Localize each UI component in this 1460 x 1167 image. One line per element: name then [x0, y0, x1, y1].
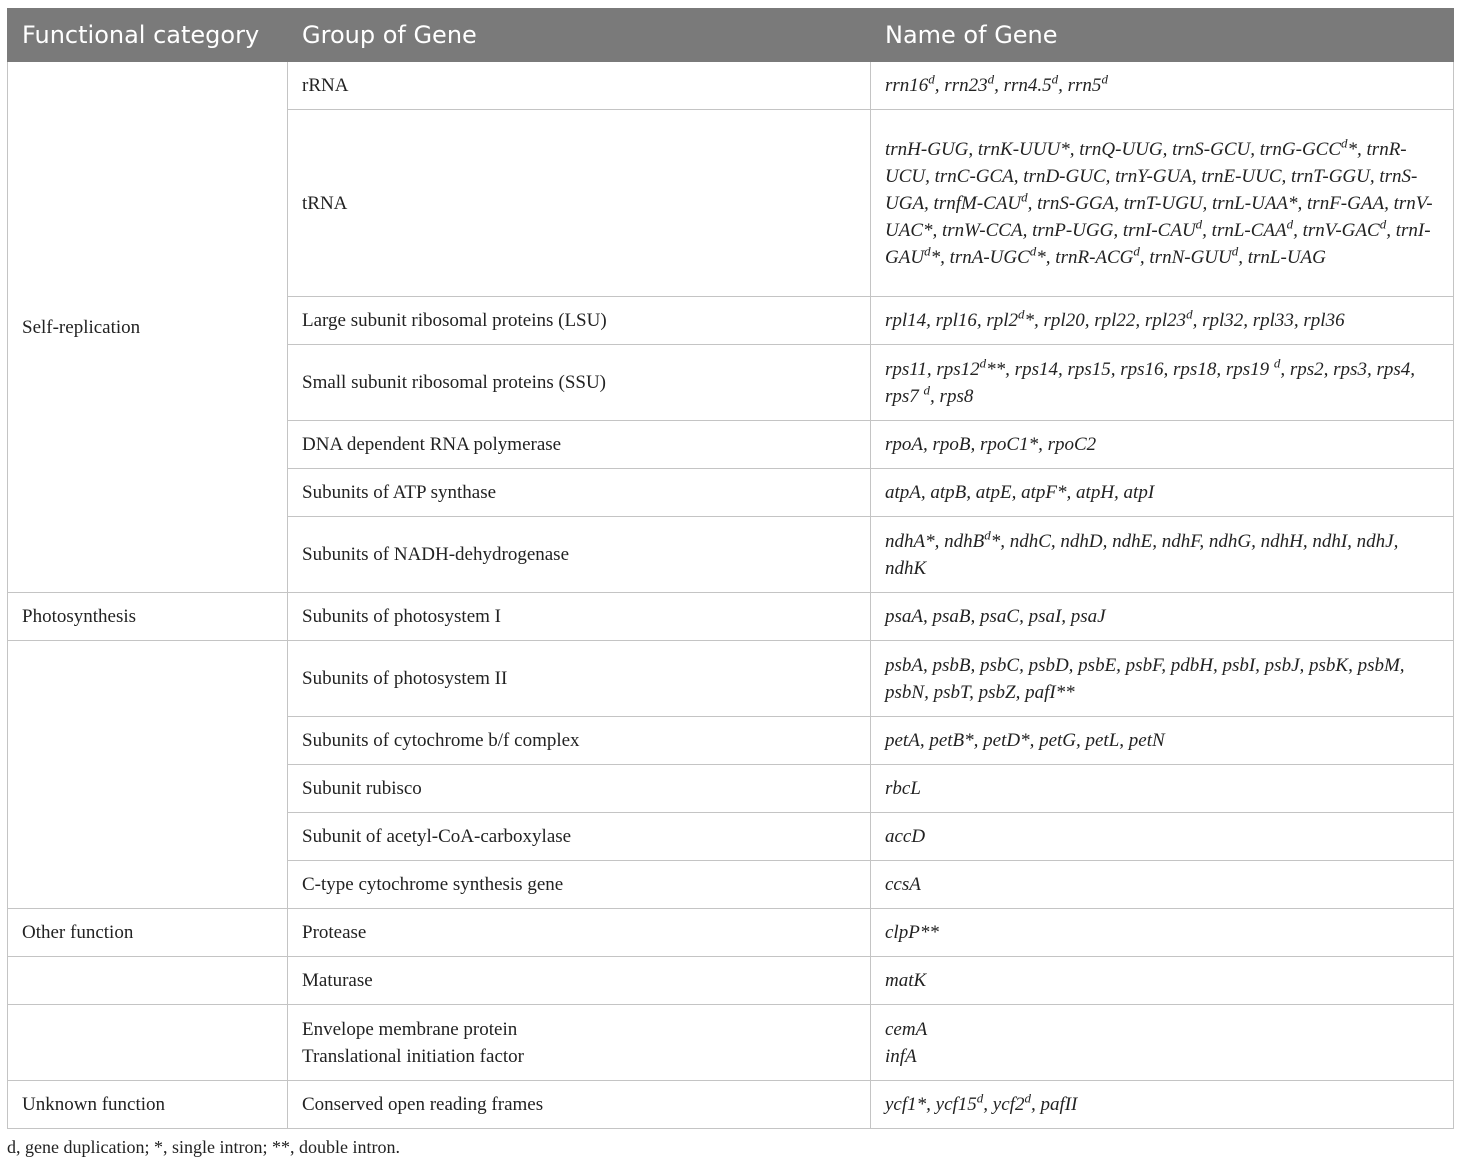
group-cell: Protease [288, 909, 871, 957]
gene-line: cemA [885, 1018, 928, 1040]
gene-cell: ccsA [871, 861, 1454, 909]
gene-cell: rrn16$^d$, rrn23$^d$, rrn4.5$^d$, rrn5$^d$ [871, 62, 1454, 110]
group-label: Envelope membrane protein [302, 1018, 518, 1040]
group-label: Translational initiation factor [302, 1045, 524, 1067]
gene-cell: psbA, psbB, psbC, psbD, psbE, psbF, pdbH, psbI, psbJ, psbK, psbM, psbN, psbT, psbZ, pafI** [871, 641, 1454, 717]
gene-cell: trnH-GUG, trnK-UUU*, trnQ-UUG, trnS-GCU, trnG-GCC$^d$*, trnR-UCU, trnC-GCA, trnD-GUC, trnY-GUA, trnE-UUC, trnT-GGU, trnS-UGA, trnfM-CAU$^d$, trnS-GGA, trnT-UGU, trnL-UAA*, trnF-GAA, trnV-UAC*, trnW-CCA, trnP-UGG, trnI-CAU$^d$, trnL-CAA$^d$, trnV-GAC$^d$, trnI-GAU$^d$*, trnA-UGC$^d$*, trnR-ACG$^d$, trnN-GUU$^d$, trnL-UAG [871, 110, 1454, 297]
group-cell: Subunits of photosystem II [288, 641, 871, 717]
header-row [8, 9, 1454, 62]
category-photosynthesis: Photosynthesis [8, 593, 288, 641]
category-other-function: Other function [8, 909, 288, 957]
gene-cell: matK [871, 957, 1454, 1005]
category-empty [8, 641, 288, 909]
header-functional-category: Functional category [8, 9, 288, 62]
table-row [8, 593, 1454, 641]
gene-cell: accD [871, 813, 1454, 861]
gene-cell: petA, petB*, petD*, petG, petL, petN [871, 717, 1454, 765]
table-row [8, 909, 1454, 957]
group-cell: rRNA [288, 62, 871, 110]
gene-cell: rbcL [871, 765, 1454, 813]
group-cell: Subunit of acetyl-CoA-carboxylase [288, 813, 871, 861]
gene-cell: ndhA*, ndhB$^d$*, ndhC, ndhD, ndhE, ndhF, ndhG, ndhH, ndhI, ndhJ, ndhK [871, 517, 1454, 593]
gene-cell: ycf1*, ycf15$^d$, ycf2$^d$, pafII [871, 1081, 1454, 1129]
table-row [8, 1081, 1454, 1129]
category-empty [8, 957, 288, 1005]
group-cell: Subunits of photosystem I [288, 593, 871, 641]
category-unknown-function: Unknown function [8, 1081, 288, 1129]
group-cell: tRNA [288, 110, 871, 297]
gene-cell: clpP** [871, 909, 1454, 957]
group-cell [288, 1005, 871, 1081]
gene-cell [871, 1005, 1454, 1081]
group-cell: Small subunit ribosomal proteins (SSU) [288, 345, 871, 421]
gene-cell: rpoA, rpoB, rpoC1*, rpoC2 [871, 421, 1454, 469]
group-cell: Subunit rubisco [288, 765, 871, 813]
category-self-replication: Self-replication [8, 62, 288, 593]
category-empty [8, 1005, 288, 1081]
gene-cell: rpl14, rpl16, rpl2$^d$*, rpl20, rpl22, rpl23$^d$, rpl32, rpl33, rpl36 [871, 297, 1454, 345]
group-cell: Maturase [288, 957, 871, 1005]
table-row [8, 1005, 1454, 1081]
footnote: d, gene duplication; *, single intron; **, double intron. [7, 1137, 400, 1157]
gene-table [7, 8, 1454, 1129]
gene-cell: atpA, atpB, atpE, atpF*, atpH, atpI [871, 469, 1454, 517]
table-row [8, 957, 1454, 1005]
group-cell: Conserved open reading frames [288, 1081, 871, 1129]
group-cell: C-type cytochrome synthesis gene [288, 861, 871, 909]
group-cell: Subunits of ATP synthase [288, 469, 871, 517]
group-cell: Large subunit ribosomal proteins (LSU) [288, 297, 871, 345]
group-cell: Subunits of NADH-dehydrogenase [288, 517, 871, 593]
group-cell: DNA dependent RNA polymerase [288, 421, 871, 469]
header-group-of-gene: Group of Gene [288, 9, 871, 62]
gene-line: infA [885, 1045, 917, 1067]
gene-cell: psaA, psaB, psaC, psaI, psaJ [871, 593, 1454, 641]
table-row [8, 641, 1454, 717]
header-name-of-gene: Name of Gene [871, 9, 1454, 62]
gene-cell: rps11, rps12$^d$**, rps14, rps15, rps16, rps18, rps19 $^d$, rps2, rps3, rps4, rps7 $^d$, rps8 [871, 345, 1454, 421]
group-cell: Subunits of cytochrome b/f complex [288, 717, 871, 765]
table-row [8, 62, 1454, 110]
